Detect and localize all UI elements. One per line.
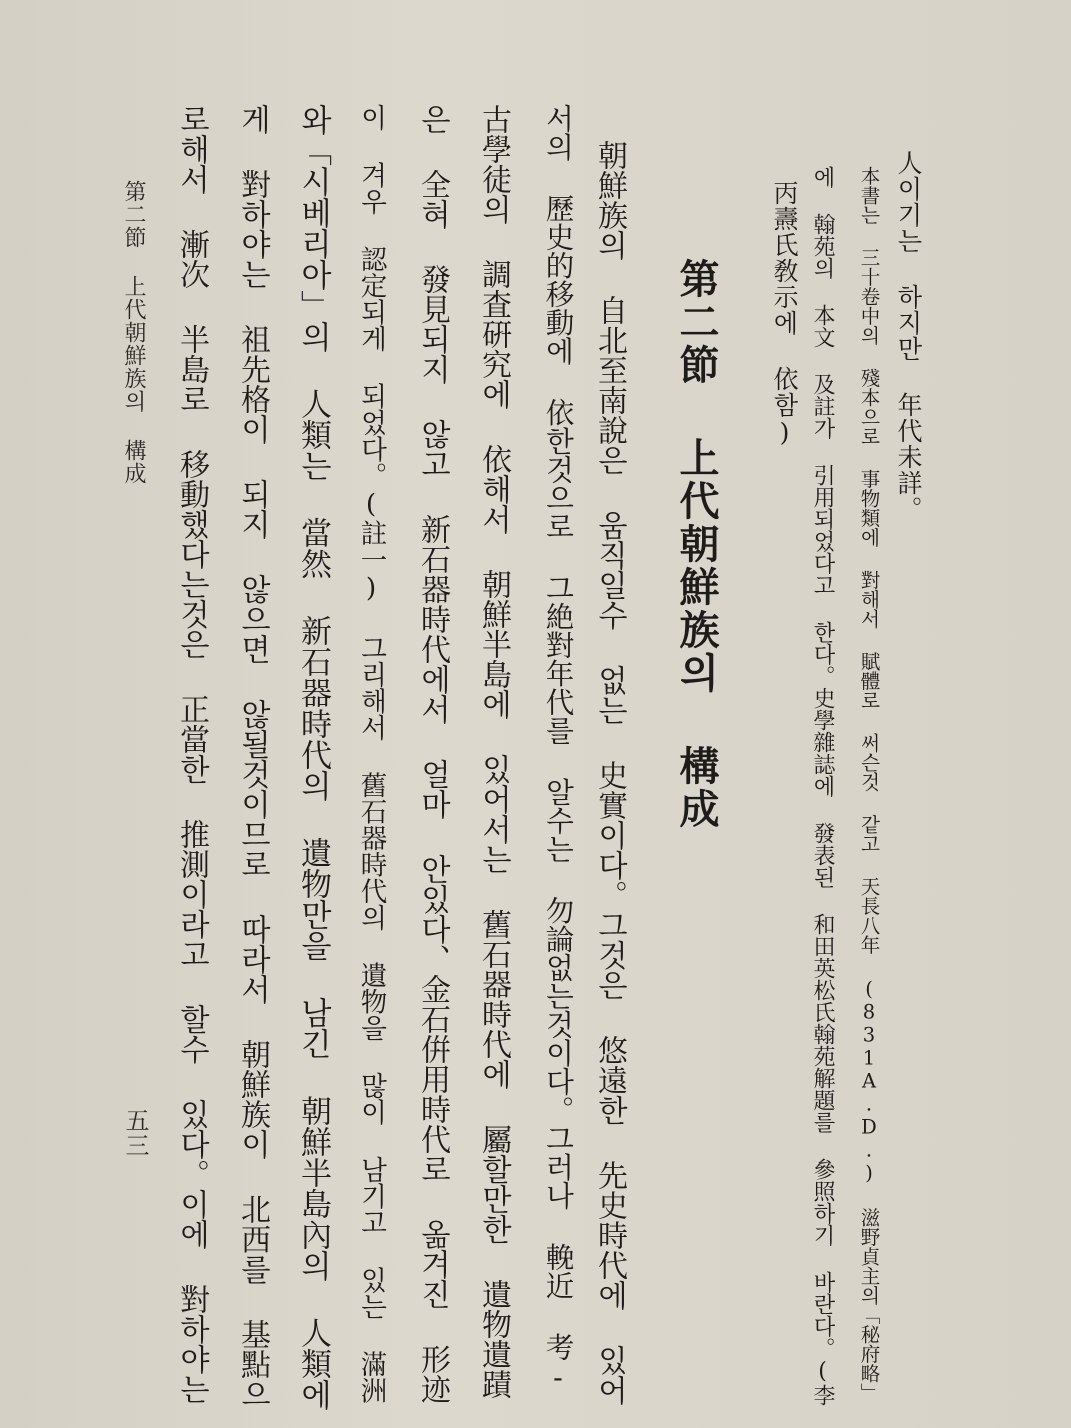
body-line: 朝鮮族의 自北至南說은 움직일수 없는 史實이다。그것은 悠遠한 先史時代에 있어 — [592, 140, 627, 1405]
footnote-line: 人이기는 하지만 年代未詳。 — [894, 150, 923, 522]
body-line: 서의 歷史的移動에 依한것으로 그絶對年代를 알수는 勿論없는것이다。그러나 輓近 考- — [541, 104, 575, 1394]
body-line: 이 겨우 認定되게 되었다。(註一) 그리해서 舊石器時代의 遺物을 많이 남기고 있는 滿洲 — [355, 104, 387, 1404]
body-line: 게 對하야는 祖先格이 되지 않으면 않될것이므로 따라서 朝鮮族이 北西를 基點으 — [235, 104, 270, 1409]
body-line: 은 全혀 發見되지 않고 新石器時代에서 얼마 안있다、金石倂用時代로 옮겨진 形迹 — [415, 104, 450, 1404]
footnote-line: 에 翰苑의 本文 及註가 引用되었다고 한다。史學雜誌에 發表된 和田英松氏翰苑解題를 參照하기 바란다。(李 — [810, 166, 835, 1406]
body-line: 로해서 漸次 半島로 移動했다는것은 正當한 推測이라고 할수 있다。이에 對하야는 — [174, 104, 209, 1404]
body-line: 와「시베리아」의 人類는 當然 新石器時代의 遺物만을 남긴 朝鮮半島內의 人類에 — [295, 104, 331, 1410]
running-title: 第二節 上代朝鮮族의 構成 — [121, 180, 146, 485]
body-line: 古學徒의 調査硏究에 依해서 朝鮮半島에 있어서는 舊石器時代에 屬할만한 遺物遺蹟 — [476, 104, 511, 1399]
section-heading: 第二節 上代朝鮮族의 構成 — [673, 258, 720, 831]
page-number: 五三 — [121, 1108, 149, 1158]
footnote-line: 本書는 三十卷中의 殘本으로 事物類에 對해서 賦體로 써슨것 같고 天長八年 (831A.D.) 滋野貞主의「秘府略」 — [857, 166, 881, 1403]
footnote-line: 丙燾氏敎示에 依함) — [770, 180, 799, 448]
